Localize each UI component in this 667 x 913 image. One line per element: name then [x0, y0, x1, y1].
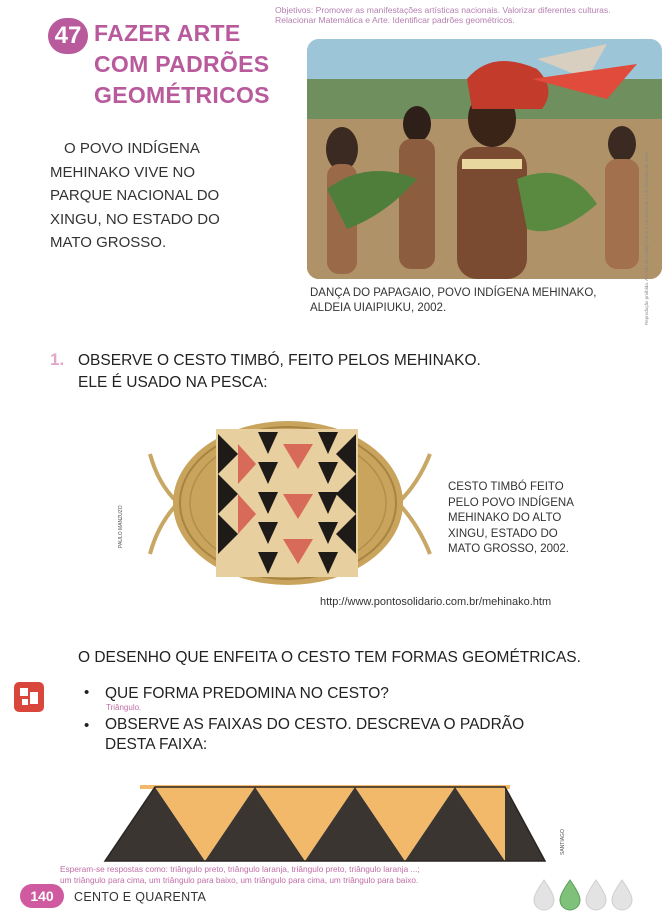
- timbo-basket-photo: [138, 414, 438, 592]
- photo-caption-line: ALDEIA UIAIPIUKU, 2002.: [310, 302, 447, 314]
- dance-photo: [307, 39, 662, 279]
- dance-photo-illustration: [307, 39, 662, 279]
- dance-photo-caption: [310, 286, 650, 316]
- bullet-line: DESTA FAIXA:: [105, 736, 208, 753]
- pencil-icon: [14, 682, 44, 712]
- lesson-title-line: GEOMÉTRICOS: [94, 82, 270, 108]
- lesson-title-line: FAZER ARTE: [94, 20, 241, 46]
- lesson-title: [94, 18, 304, 111]
- bullet-question-shape: QUE FORMA PREDOMINA NO CESTO?: [105, 685, 389, 702]
- question-text: [78, 350, 578, 394]
- shapes-statement: O DESENHO QUE ENFEITA O CESTO TEM FORMAS GEOMÉTRICAS.: [78, 649, 581, 666]
- intro-text: [50, 137, 280, 255]
- objectives-note: [275, 5, 665, 25]
- basket-caption-line: MEHINAKO DO ALTO: [448, 512, 562, 525]
- difficulty-drops: [532, 878, 642, 912]
- intro-line: PARQUE NACIONAL DO: [50, 187, 220, 204]
- question-line: ELE É USADO NA PESCA:: [78, 374, 268, 391]
- objectives-line: Objetivos: Promover as manifestações artísticas nacionais. Valorizar diferentes culturas.: [275, 5, 611, 15]
- question-number: 1.: [50, 350, 65, 369]
- intro-line: XINGU, NO ESTADO DO: [50, 210, 220, 228]
- basket-photo-credit: PAULO MANZUZO: [118, 505, 124, 548]
- basket-caption-line: CESTO TIMBÓ FEITO: [448, 481, 564, 493]
- bullet-symbol: •: [84, 717, 90, 734]
- drop-icons: [532, 878, 642, 912]
- teacher-answer-line: um triângulo para cima, um triângulo para baixo, um triângulo para cima, um triângulo para baixo.: [60, 875, 419, 885]
- question-line: OBSERVE O CESTO TIMBÓ, FEITO PELOS MEHINAKO.: [78, 352, 481, 369]
- photo-caption-line: DANÇA DO PAPAGAIO, POVO INDÍGENA MEHINAKO,: [310, 287, 597, 299]
- triangle-pattern-band: [100, 783, 550, 863]
- pattern-credit: SANTIAGO: [560, 829, 566, 855]
- intro-line: MEHINAKO VIVE NO: [50, 163, 196, 181]
- basket-caption-line: XINGU, ESTADO DO: [448, 527, 558, 540]
- bullet-question-pattern: [105, 715, 625, 755]
- task-icon: [14, 682, 44, 712]
- basket-caption: [448, 480, 598, 558]
- lesson-number-badge: 47: [48, 18, 88, 54]
- triangle-pattern: [100, 783, 550, 863]
- bullet-line: OBSERVE AS FAIXAS DO CESTO. DESCREVA O PADRÃO: [105, 716, 525, 733]
- basket-caption-line: PELO POVO INDÍGENA: [448, 496, 574, 509]
- objectives-line: Relacionar Matemática e Arte. Identificar padrões geométricos.: [275, 15, 515, 25]
- basket-illustration: [138, 414, 438, 592]
- intro-line: O POVO INDÍGENA: [64, 140, 200, 157]
- copyright-side-note: Reprodução proibida. Art. 184 do Código Penal e Lei 9.610 de 19 de fevereiro de 1998.: [644, 150, 649, 325]
- basket-caption-line: MATO GROSSO, 2002.: [448, 543, 570, 556]
- lesson-title-line: COM PADRÕES: [94, 51, 270, 77]
- teacher-answer-note: [60, 864, 500, 886]
- teacher-answer-line: Esperam-se respostas como: triângulo preto, triângulo laranja, triângulo preto, triângulo laranja ...;: [60, 864, 420, 874]
- page-number: 140: [20, 884, 64, 908]
- page-number-words: CENTO E QUARENTA: [74, 890, 207, 904]
- intro-line: MATO GROSSO.: [50, 234, 167, 251]
- source-url: http://www.pontosolidario.com.br/mehinako.htm: [320, 596, 552, 608]
- answer-shape: Triângulo.: [106, 703, 142, 712]
- bullet-symbol: •: [84, 684, 90, 701]
